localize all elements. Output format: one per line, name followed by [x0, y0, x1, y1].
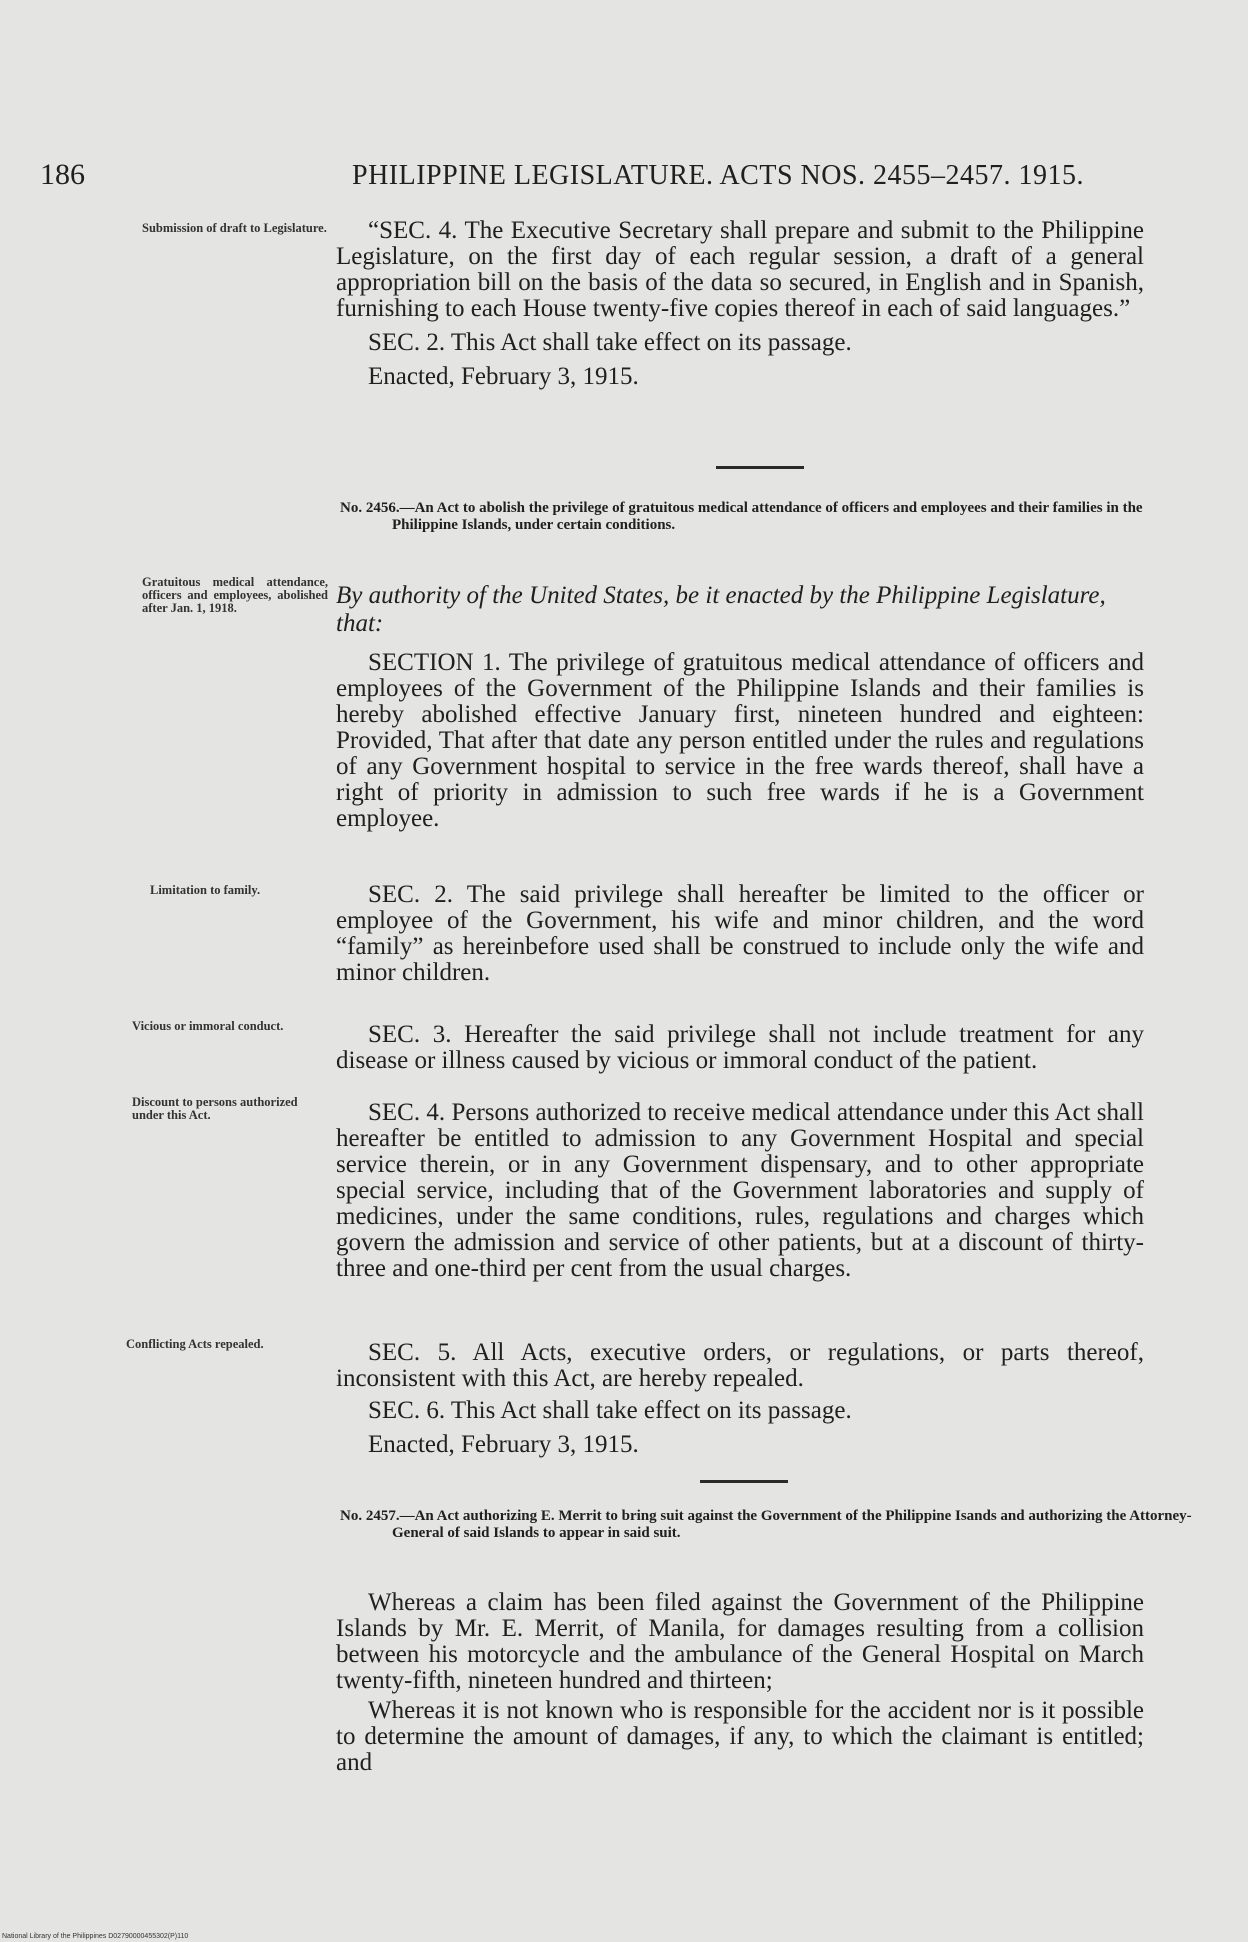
- separator-rule: [700, 1480, 788, 1483]
- whereas-paragraph-1: Whereas a claim has been filed against the Government of the Philippine Islands by Mr. E. Merrit, of Manila, for damages resulting from a collision between his motorcycle and the ambulance of the General Hospital on March twenty-fifth, nineteen hundred and thirteen;: [336, 1589, 1144, 1694]
- act-2456-enacted: Enacted, February 3, 1915.: [368, 1431, 639, 1458]
- sec4-quote-paragraph: “SEC. 4. The Executive Secretary shall prepare and submit to the Philippine Legislature, on the first day of each regular session, a draft of a general appropriation bill on the basis of the data so secured, in English and in Spanish, furnishing to each House twenty-five copies thereof in each of said languages.”: [336, 217, 1144, 322]
- section-4-paragraph: SEC. 4. Persons authorized to receive medical attendance under this Act shall hereafter be entitled to admission to any Government Hospital and special service therein, or in any Government dispensary, and to other appropriate special service, including that of the Government laboratories and supply of medicines, under the same conditions, rules, regulations and charges which govern the admission and service of other patients, but at a discount of thirty-three and one-third per cent from the usual charges.: [336, 1099, 1144, 1282]
- margin-note-submission: Submission of draft to Legislature.: [142, 221, 327, 235]
- separator-rule: [716, 466, 804, 469]
- section-1-paragraph: SECTION 1. The privilege of gratuitous medical attendance of officers and employees of the Government of the Philippine Islands and their families is hereby abolished effective January first, nineteen hundred and eighteen: Provided, That after that date any person entitled under the rules and regulations of any Government hospital to service in the free wards thereof, shall have a right of priority in admission to such free wards if he is a Government employee.: [336, 649, 1144, 832]
- margin-note-gratuitous: Gratuitous medical attendance, officers and employees, abolished after Jan. 1, 1918.: [142, 575, 328, 615]
- act-2456-section1: [336, 650, 1144, 832]
- page-number: 186: [40, 158, 85, 191]
- section-3-paragraph: SEC. 3. Hereafter the said privilege shall not include treatment for any disease or illness caused by vicious or immoral conduct of the patient.: [336, 1021, 1144, 1074]
- act-2455-sec2: SEC. 2. This Act shall take effect on its passage.: [368, 329, 852, 356]
- act-2457-preamble: [336, 1590, 1144, 1776]
- act-2457-title: No. 2457.—An Act authorizing E. Merrit to bring suit against the Government of the Philippine Isands and authorizing the Attorney-General of said Islands to appear in said suit.: [340, 1508, 1192, 1541]
- running-title: PHILIPPINE LEGISLATURE. ACTS NOS. 2455–2457. 1915.: [352, 160, 1085, 191]
- library-stamp: National Library of the Philippines D02790000455302(P)110: [2, 1933, 189, 1940]
- margin-note-conflicting: Conflicting Acts repealed.: [126, 1337, 264, 1351]
- act-2456-section4: [336, 1100, 1144, 1282]
- enacting-clause: By authority of the United States, be it enacted by the Philippine Legislature, that:: [336, 582, 1106, 637]
- act-2456-title: No. 2456.—An Act to abolish the privilege of gratuitous medical attendance of officers and employees and their families in the Philippine Islands, under certain conditions.: [340, 500, 1143, 533]
- margin-note-vicious: Vicious or immoral conduct.: [132, 1019, 284, 1033]
- act-2455-enacted: Enacted, February 3, 1915.: [368, 363, 639, 390]
- act-2456-section3: [336, 1022, 1144, 1074]
- margin-note-limitation: Limitation to family.: [150, 883, 261, 897]
- section-6-paragraph: SEC. 6. This Act shall take effect on its passage.: [368, 1397, 852, 1424]
- act-2456-section2: [336, 882, 1144, 986]
- section-5-paragraph: SEC. 5. All Acts, executive orders, or regulations, or parts thereof, inconsistent with this Act, are hereby repealed.: [336, 1339, 1144, 1392]
- whereas-paragraph-2: Whereas it is not known who is responsible for the accident nor is it possible to determine the amount of damages, if any, to which the claimant is entitled; and: [336, 1697, 1144, 1776]
- section-2-paragraph: SEC. 2. The said privilege shall hereafter be limited to the officer or employee of the Government, his wife and minor children, and the word “family” as hereinbefore used shall be construed to include only the wife and minor children.: [336, 881, 1144, 986]
- act-2456-closing: [336, 1340, 1144, 1458]
- margin-note-discount: Discount to persons authorized under this Act.: [132, 1095, 298, 1122]
- act-2455-text: [336, 218, 1144, 390]
